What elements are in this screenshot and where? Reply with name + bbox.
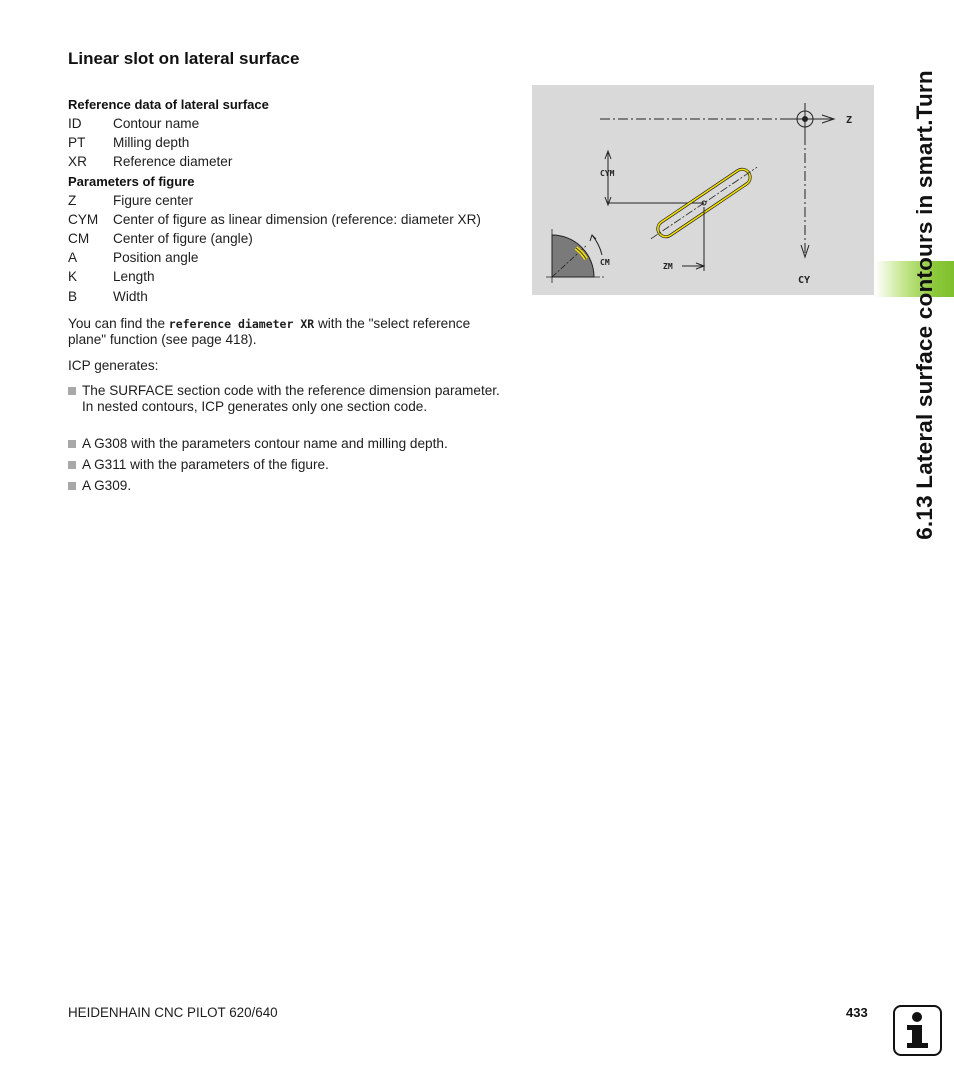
list-item-text: The SURFACE section code with the reference dimension parameter. In nested contours, ICP generates only one section code. bbox=[82, 383, 500, 414]
param-row bbox=[68, 289, 148, 305]
param-code: A bbox=[68, 250, 78, 265]
param-desc: Figure center bbox=[113, 193, 194, 208]
param-code: Z bbox=[68, 193, 77, 208]
label-cy: CY bbox=[798, 275, 811, 286]
list-item bbox=[68, 383, 508, 415]
section-heading: Linear slot on lateral surface bbox=[68, 49, 300, 68]
param-code: K bbox=[68, 269, 78, 284]
param-desc: Center of figure (angle) bbox=[113, 231, 253, 246]
cm-arc bbox=[592, 235, 602, 255]
chapter-side-title bbox=[900, 35, 950, 575]
reference-note bbox=[68, 316, 508, 348]
label-cm: CM bbox=[600, 258, 610, 267]
param-row bbox=[68, 135, 189, 151]
ref-section-title: Reference data of lateral surface bbox=[68, 97, 269, 112]
param-desc: Reference diameter bbox=[113, 154, 233, 169]
note-text-after: with the "select reference plane" function (see page 418). bbox=[68, 316, 471, 347]
param-row bbox=[68, 269, 155, 285]
page-number: 433 bbox=[846, 1005, 868, 1020]
info-glyph bbox=[895, 1007, 940, 1054]
param-row bbox=[68, 193, 193, 209]
param-code: CYM bbox=[68, 212, 99, 227]
param-row bbox=[68, 212, 481, 228]
list-item bbox=[68, 457, 508, 473]
slot-figure bbox=[532, 85, 874, 295]
bullet-square-icon bbox=[68, 482, 76, 490]
list-item bbox=[68, 478, 508, 494]
param-row bbox=[68, 116, 199, 132]
param-code: ID bbox=[68, 116, 82, 131]
list-item-text: A G309. bbox=[82, 478, 132, 493]
icp-intro: ICP generates: bbox=[68, 358, 159, 373]
list-item-text: A G311 with the parameters of the figure. bbox=[82, 457, 329, 472]
bullet-square-icon bbox=[68, 461, 76, 469]
fig-section-title: Parameters of figure bbox=[68, 174, 195, 189]
label-cym: CYM bbox=[600, 169, 615, 178]
bullet-square-icon bbox=[68, 387, 76, 395]
param-desc: Milling depth bbox=[113, 135, 190, 150]
param-code: XR bbox=[68, 154, 87, 169]
param-row bbox=[68, 231, 253, 247]
label-zm: ZM bbox=[663, 262, 673, 271]
param-desc: Position angle bbox=[113, 250, 199, 265]
param-desc: Width bbox=[113, 289, 148, 304]
label-z: Z bbox=[846, 115, 853, 126]
param-desc: Length bbox=[113, 269, 155, 284]
param-desc: Center of figure as linear dimension (reference: diameter XR) bbox=[113, 212, 481, 227]
param-row bbox=[68, 250, 198, 266]
bullet-square-icon bbox=[68, 440, 76, 448]
list-item-text: A G308 with the parameters contour name and milling depth. bbox=[82, 436, 448, 451]
side-title-text: 6.13 Lateral surface contours in smart.Turn bbox=[912, 70, 937, 540]
param-row bbox=[68, 154, 232, 170]
info-icon bbox=[893, 1005, 942, 1056]
note-text-before: You can find the bbox=[68, 316, 169, 331]
param-desc: Contour name bbox=[113, 116, 200, 131]
footer-manual-name: HEIDENHAIN CNC PILOT 620/640 bbox=[68, 1005, 278, 1020]
slot-diagram bbox=[532, 85, 874, 295]
param-code: CM bbox=[68, 231, 90, 246]
param-code: B bbox=[68, 289, 78, 304]
note-code: reference diameter XR bbox=[168, 317, 315, 331]
param-code: PT bbox=[68, 135, 86, 150]
list-item bbox=[68, 436, 508, 452]
